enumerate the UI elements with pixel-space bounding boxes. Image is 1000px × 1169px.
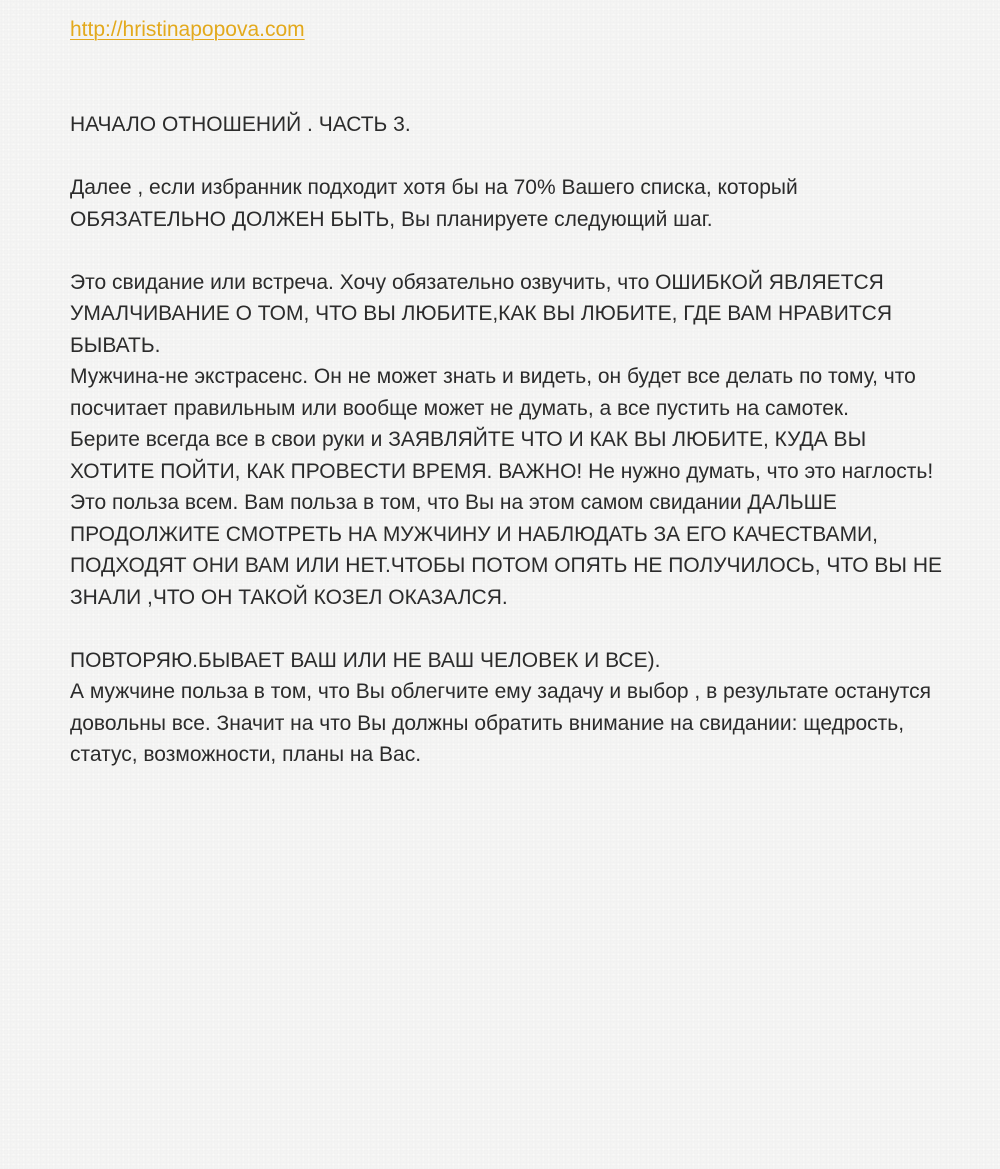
paragraph-7: А мужчине польза в том, что Вы облегчите ему задачу и выбор , в результате останутся довольны все. Значит на что Вы должны обратить внимание на свидании: щедрость, статус, возможности, планы на Вас. (70, 680, 932, 766)
paragraph-4: Берите всегда все в свои руки и ЗАЯВЛЯЙТЕ ЧТО И КАК ВЫ ЛЮБИТЕ, КУДА ВЫ ХОТИТЕ ПОЙТИ, КАК ПРОВЕСТИ ВРЕМЯ. ВАЖНО! Не нужно думать, что это наглость! (70, 428, 934, 483)
article-title: НАЧАЛО ОТНОШЕНИЙ . ЧАСТЬ 3. (70, 113, 411, 136)
paragraph-1: Далее , если избранник подходит хотя бы на 70% Вашего списка, который ОБЯЗАТЕЛЬНО ДОЛЖЕН БЫТЬ, Вы планируете следующий шаг. (70, 176, 798, 231)
paragraph-3: Мужчина-не экстрасенс. Он не может знать и видеть, он будет все делать по тому, что посчитает правильным или вообще может не думать, а все пустить на самотек. (70, 365, 916, 420)
paragraph-6: ПОВТОРЯЮ.БЫВАЕТ ВАШ ИЛИ НЕ ВАШ ЧЕЛОВЕК И ВСЕ). (70, 648, 661, 672)
article-body (70, 109, 950, 771)
spacer (70, 235, 950, 267)
spacer (70, 141, 950, 173)
paragraph-5: Это польза всем. Вам польза в том, что Вы на этом самом свидании ДАЛЬШЕ ПРОДОЛЖИТЕ СМОТРЕТЬ НА МУЖЧИНУ И НАБЛЮДАТЬ ЗА ЕГО КАЧЕСТВАМИ, ПОДХОДЯТ ОНИ ВАМ ИЛИ НЕТ.ЧТОБЫ ПОТОМ ОПЯТЬ НЕ ПОЛУЧИЛОСЬ, ЧТО ВЫ НЕ ЗНАЛИ ,ЧТО ОН ТАКОЙ КОЗЕЛ ОКАЗАЛСЯ. (70, 491, 943, 609)
spacer (70, 613, 950, 645)
paragraph-2: Это свидание или встреча. Хочу обязательно озвучить, что ОШИБКОЙ ЯВЛЯЕТСЯ УМАЛЧИВАНИЕ О ТОМ, ЧТО ВЫ ЛЮБИТЕ,КАК ВЫ ЛЮБИТЕ, ГДЕ ВАМ НРАВИТСЯ БЫВАТЬ. (70, 270, 892, 357)
website-link[interactable]: http://hristinapopova.com (70, 18, 305, 41)
